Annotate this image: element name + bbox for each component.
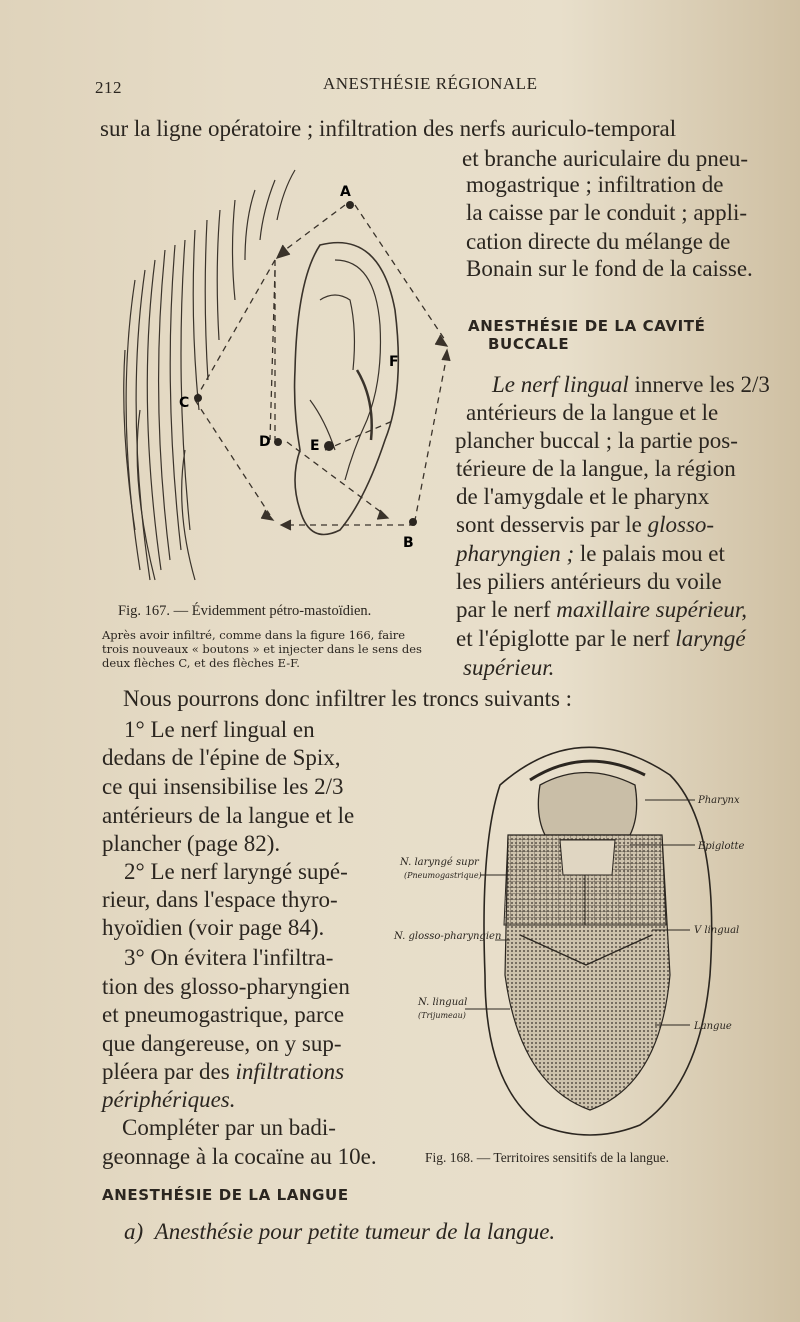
troncs-line: Nous pourrons donc infiltrer les troncs suivants : [123,686,573,711]
left-line-13: pléera par des infiltrations [102,1059,345,1084]
figure-168-drawing [390,725,785,1150]
figure-167-drawing [95,150,455,600]
right-line-1: Le nerf lingual innerve les 2/3 [492,372,770,397]
left-line-12: que dangereuse, on y sup- [102,1031,342,1056]
running-head [95,70,785,100]
fig168-caption: Fig. 168. — Territoires sensitifs de la langue. [425,1150,670,1165]
left-line-15: Compléter par un badi- [122,1115,336,1140]
right-line-8: les piliers antérieurs du voile [456,569,722,594]
left-line-10: tion des glosso-pharyngien [102,974,350,999]
fig168-label-pharynx: Pharynx [698,795,740,806]
section-heading-buccale: ANESTHÉSIE DE LA CAVITÉ [468,317,706,335]
fig167-label-c: C [179,395,190,411]
fig168-label-epiglotte: Epiglotte [698,841,745,852]
left-line-6: 2° Le nerf laryngé supé- [124,859,348,884]
left-line-11: et pneumogastrique, parce [102,1002,345,1027]
running-title: ANESTHÉSIE RÉGIONALE [323,74,538,93]
left-line-1: 1° Le nerf lingual en [124,717,315,742]
right-line-2: antérieurs de la langue et le [466,400,719,425]
left-line-4: antérieurs de la langue et le [102,803,355,828]
fig167-label-e: E [310,438,320,454]
left-line-8: hyoïdien (voir page 84). [102,915,325,940]
top-line-3: mogastrique ; infiltration de [466,172,724,197]
right-line-4: térieure de la langue, la région [456,456,736,481]
fig167-label-b: B [403,535,414,551]
left-line-2: dedans de l'épine de Spix, [102,745,341,770]
fig167-caption-title: Fig. 167. — Évidemment pétro-mastoïdien. [118,603,372,619]
right-line-6: sont desservis par le glosso- [456,512,715,537]
top-line-4: la caisse par le conduit ; appli- [466,200,748,225]
top-line-2: et branche auriculaire du pneu- [462,146,749,171]
fig168-label-n-lingual-sub: (Trijumeau) [418,1011,466,1020]
top-line-5: cation directe du mélange de [466,229,731,254]
fig167-caption-line: deux flèches C, et des flèches E-F. [102,656,300,670]
fig167-caption-line: trois nouveaux « boutons » et injecter dans le sens des [102,642,422,656]
right-line-7: pharyngien ; le palais mou et [456,541,725,566]
fig168-label-langue: Langue [694,1021,732,1032]
fig167-caption-body [102,628,457,670]
left-line-9: 3° On évitera l'infiltra- [124,945,334,970]
fig168-label-n-laryng-sub: (Pneumogastrique) [404,871,482,880]
right-line-3: plancher buccal ; la partie pos- [455,428,738,453]
fig168-label-v-lingual: V lingual [694,925,740,936]
top-line-6: Bonain sur le fond de la caisse. [466,256,753,281]
fig167-label-d: D [259,434,271,450]
last-line: a) Anesthésie pour petite tumeur de la langue. [124,1219,556,1244]
left-line-3: ce qui insensibilise les 2/3 [102,774,344,799]
right-line-10: et l'épiglotte par le nerf laryngé [456,626,746,651]
fig168-label-n-lingual: N. lingual [418,997,468,1008]
fig168-label-n-laryng: N. laryngé supr [400,857,479,868]
section-heading-buccale-2: BUCCALE [488,335,570,353]
page-number: 212 [95,78,122,97]
left-line-16: geonnage à la cocaïne au 10e. [102,1144,377,1169]
fig167-label-a: A [340,184,351,200]
section-heading-langue: ANESTHÉSIE DE LA LANGUE [102,1186,349,1204]
fig167-caption-line: Après avoir infiltré, comme dans la figure 166, faire [102,628,406,642]
right-line-9: par le nerf maxillaire supérieur, [456,597,748,622]
right-line-5: de l'amygdale et le pharynx [456,484,710,509]
left-line-14: périphériques. [102,1087,236,1112]
top-line-1: sur la ligne opératoire ; infiltration des nerfs auriculo-temporal [100,116,677,141]
left-line-5: plancher (page 82). [102,831,281,856]
fig168-label-n-glosso: N. glosso-pharyngien [394,931,502,942]
left-line-7: rieur, dans l'espace thyro- [102,887,338,912]
right-line-11: supérieur. [463,655,555,680]
fig167-label-f: F [389,354,399,370]
